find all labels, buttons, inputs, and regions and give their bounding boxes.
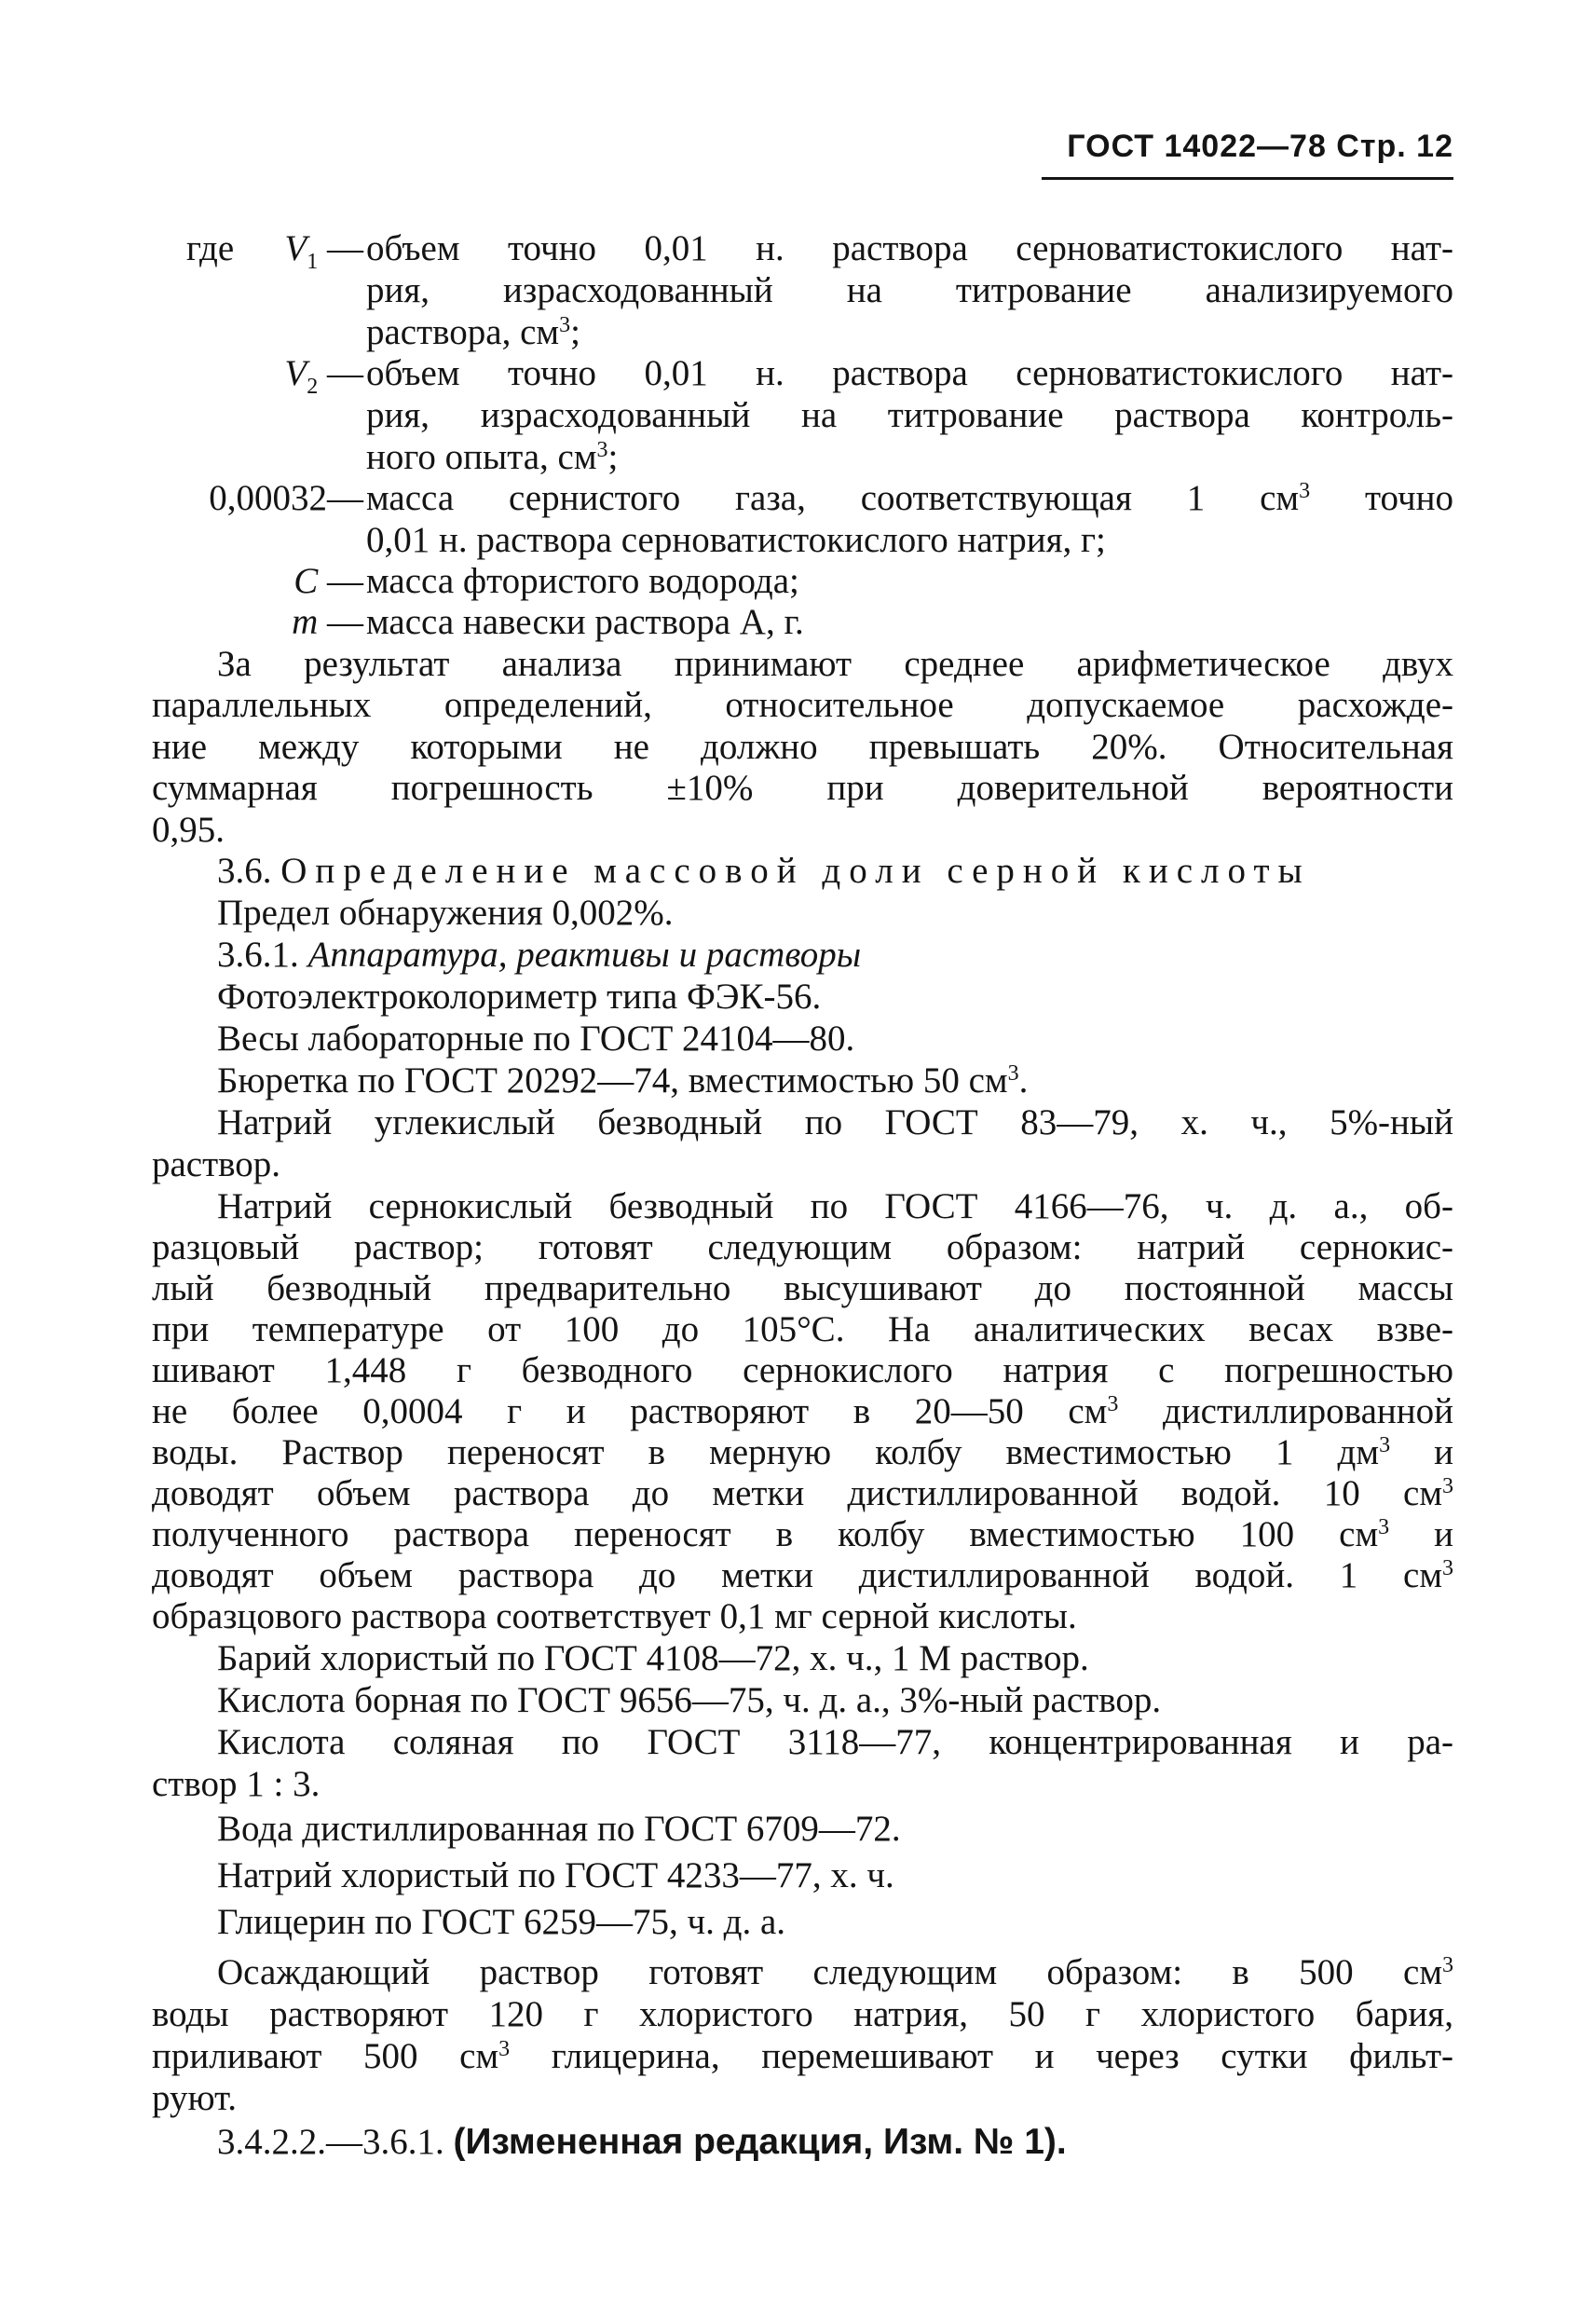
- c-symbol: C —: [293, 561, 363, 601]
- sulfate-line-6: не более 0,0004 г и растворяют в 20—50 $см^3$ дистиллированной: [152, 1391, 1454, 1431]
- sulfate-line-2: разцовый раствор; готовят следующим образом: натрий сернокис-: [152, 1227, 1453, 1267]
- detection-limit: Предел обнаружения 0,002%.: [217, 893, 674, 933]
- v2-line-3: ного опыта, $см^3$;: [366, 437, 619, 477]
- reagent-water: Вода дистиллированная по ГОСТ 6709—72.: [217, 1809, 901, 1849]
- k-line-2: 0,01 н. раствора серноватистокислого натрия, г;: [366, 520, 1106, 560]
- amendment-note: 3.4.2.2.—3.6.1. (Измененная редакция, Изм. № 1).: [217, 2122, 1067, 2162]
- reagent-hcl-1: Кислота соляная по ГОСТ 3118—77, концентрированная и ра-: [217, 1722, 1453, 1762]
- sulfate-line-3: лый безводный предварительно высушивают до постоянной массы: [152, 1268, 1453, 1308]
- sulfate-line-9: полученного раствора переносят в колбу вместимостью 100 $см^3$ и: [152, 1514, 1454, 1554]
- page-header: ГОСТ 14022—78 Стр. 12: [1067, 129, 1453, 164]
- k-line-1: масса сернистого газа, соответствующая 1 $см^3$ точно: [366, 478, 1453, 518]
- v1-line-3: раствора, $см^3$;: [366, 312, 580, 352]
- where-label: где: [186, 228, 235, 268]
- sulfate-line-7: воды. Раствор переносят в мерную колбу вместимостью 1 $дм^3$ и: [152, 1432, 1454, 1472]
- m-text: масса навески раствора А, г.: [366, 602, 804, 642]
- result-line-5: 0,95.: [152, 810, 225, 850]
- result-line-1: За результат анализа принимают среднее арифметическое двух: [217, 644, 1453, 684]
- item-sodium-carbonate-2: раствор.: [152, 1144, 281, 1184]
- section-3-6-heading: 3.6. Определение массовой доли серной кислоты: [217, 851, 1311, 891]
- sulfate-line-4: при температуре от 100 до 105°С. На аналитических весах взве-: [152, 1309, 1453, 1349]
- result-line-3: ние между которыми не должно превышать 20%. Относительная: [152, 727, 1453, 767]
- precipitant-line-3: приливают 500 $см^3$ глицерина, перемешивают и через сутки фильт-: [152, 2036, 1453, 2076]
- item-scales: Весы лабораторные по ГОСТ 24104—80.: [217, 1019, 855, 1059]
- sulfate-line-8: доводят объем раствора до метки дистиллированной водой. 10 $см^3$: [152, 1473, 1453, 1513]
- v2-line-1: объем точно 0,01 н. раствора серноватистокислого нат-: [366, 353, 1453, 393]
- precipitant-line-4: руют.: [152, 2078, 237, 2118]
- result-line-2: параллельных определений, относительное допускаемое расхожде-: [152, 685, 1453, 725]
- c-text: масса фтористого водорода;: [366, 561, 799, 601]
- m-symbol: m —: [292, 602, 363, 642]
- sulfate-line-10: доводят объем раствора до метки дистиллированной водой. 1 $см^3$: [152, 1555, 1453, 1595]
- v1-line-1: объем точно 0,01 н. раствора серноватистокислого нат-: [366, 228, 1453, 268]
- k-symbol: 0,00032—: [209, 478, 363, 518]
- reagent-barium: Барий хлористый по ГОСТ 4108—72, х. ч., 1 М раствор.: [217, 1638, 1089, 1678]
- item-sodium-carbonate-1: Натрий углекислый безводный по ГОСТ 83—79, х. ч., 5%-ный: [217, 1102, 1453, 1142]
- sulfate-line-11: образцового раствора соответствует 0,1 мг серной кислоты.: [152, 1596, 1077, 1636]
- item-photocolorimeter: Фотоэлектроколориметр типа ФЭК-56.: [217, 977, 822, 1017]
- header-rule: [1042, 177, 1453, 180]
- reagent-boric: Кислота борная по ГОСТ 9656—75, ч. д. а., 3%-ный раствор.: [217, 1680, 1162, 1720]
- precipitant-line-1: Осаждающий раствор готовят следующим образом: в 500 $см^3$: [217, 1952, 1453, 1992]
- v1-line-2: рия, израсходованный на титрование анализируемого: [366, 270, 1453, 310]
- reagent-nacl: Натрий хлористый по ГОСТ 4233—77, х. ч.: [217, 1855, 894, 1895]
- precipitant-line-2: воды растворяют 120 г хлористого натрия, 50 г хлористого бария,: [152, 1994, 1453, 2034]
- sulfate-line-1: Натрий сернокислый безводный по ГОСТ 4166—76, ч. д. а., об-: [217, 1186, 1453, 1226]
- v2-line-2: рия, израсходованный на титрование раствора контроль-: [366, 395, 1453, 435]
- result-line-4: суммарная погрешность ±10% при доверительной вероятности: [152, 768, 1453, 808]
- v1-symbol: $V_1$ —: [284, 228, 363, 274]
- section-3-6-1-heading: 3.6.1. Аппаратура, реактивы и растворы: [217, 935, 862, 975]
- item-burette: Бюретка по ГОСТ 20292—74, вместимостью 50 $см^3$.: [217, 1060, 1029, 1101]
- reagent-glycerin: Глицерин по ГОСТ 6259—75, ч. д. а.: [217, 1902, 786, 1942]
- v2-symbol: $V_2$ —: [284, 353, 363, 399]
- reagent-hcl-2: створ 1 : 3.: [152, 1764, 321, 1804]
- sulfate-line-5: шивают 1,448 г безводного сернокислого натрия с погрешностью: [152, 1350, 1453, 1390]
